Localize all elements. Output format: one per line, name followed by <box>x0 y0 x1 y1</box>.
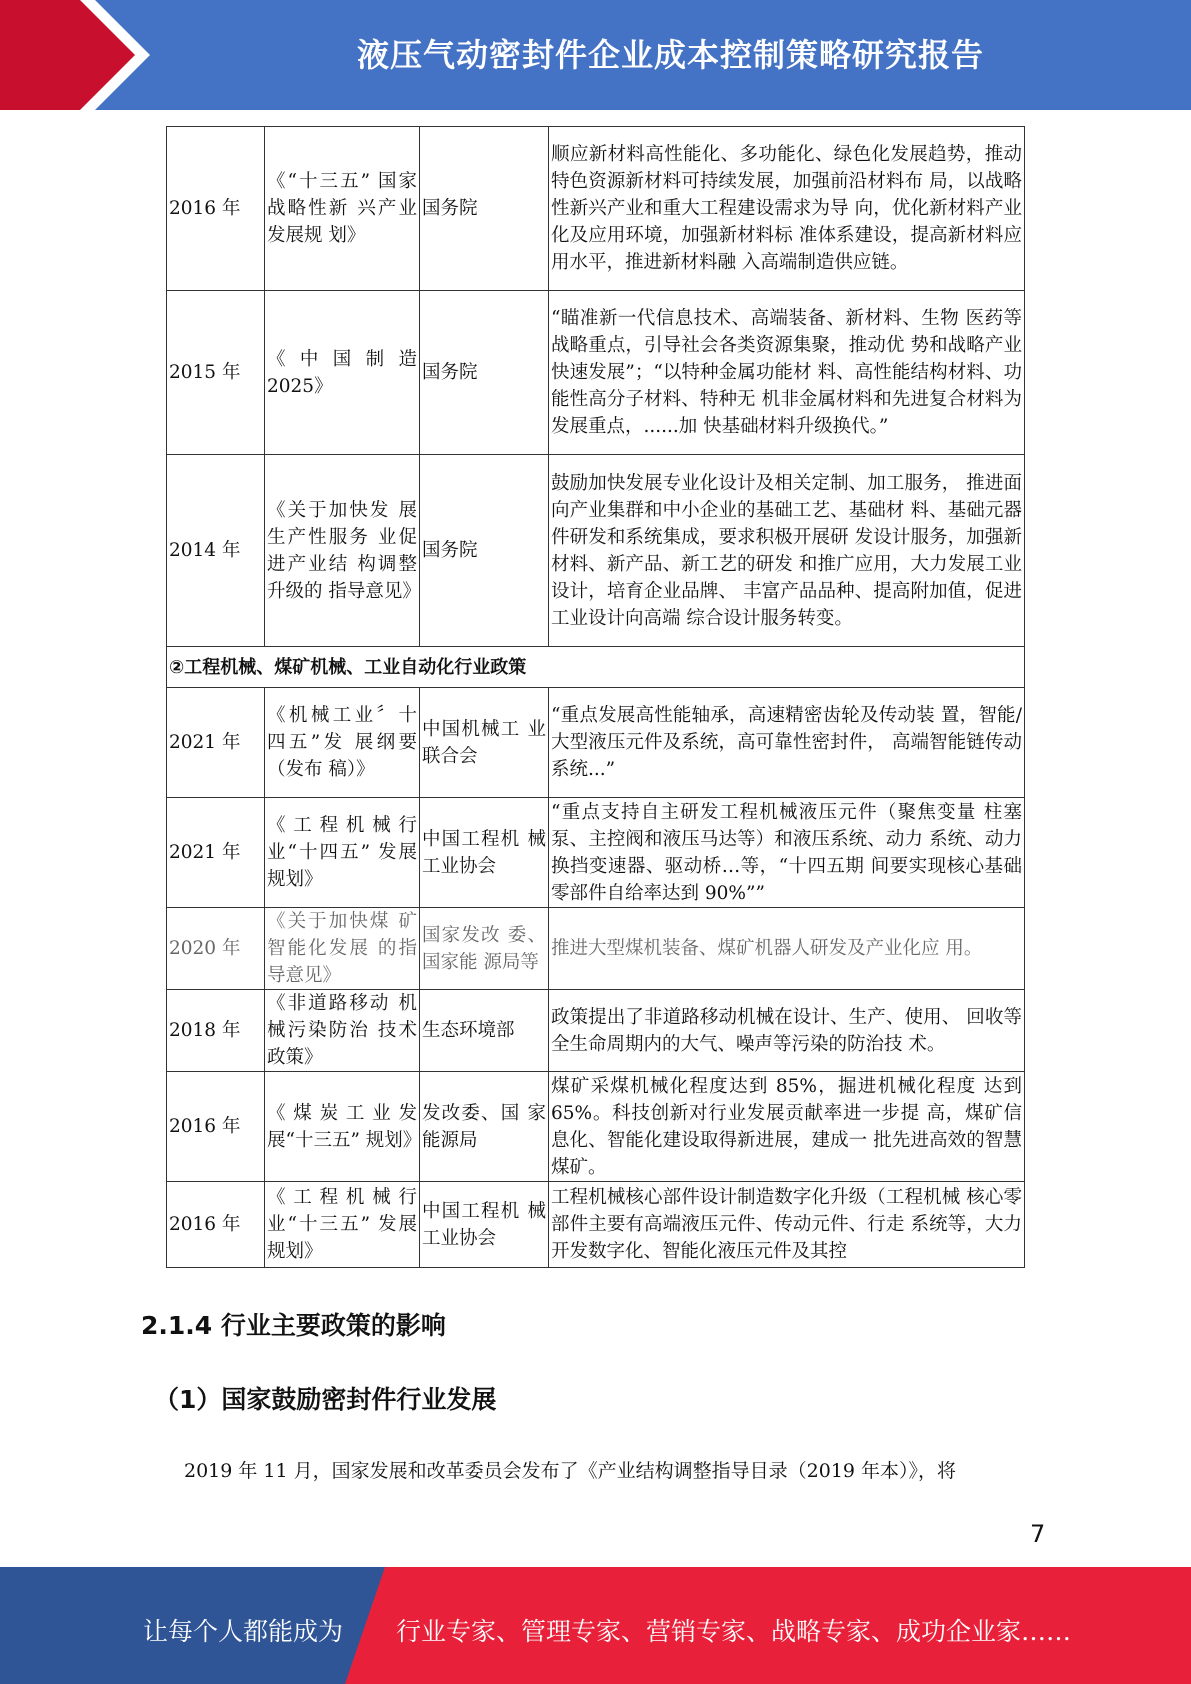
policy-name-cell: 《中国制造 2025》 <box>265 291 420 455</box>
year-cell: 2016 年 <box>167 1182 265 1268</box>
policy-name-cell: 《关于加快发 展生产性服务 业促进产业结 构调整升级的 指导意见》 <box>265 455 420 647</box>
table-row <box>167 1072 1025 1182</box>
issuer-cell: 国务院 <box>420 127 549 291</box>
issuer-cell: 生态环境部 <box>420 990 549 1072</box>
content-cell: 工程机械核心部件设计制造数字化升级（工程机械 核心零部件主要有高端液压元件、传动元件、行走 系统等，大力开发数字化、智能化液压元件及其控 <box>549 1182 1025 1268</box>
content-cell: 鼓励加快发展专业化设计及相关定制、加工服务， 推进面向产业集群和中小企业的基础工艺、基础材 料、基础元器件研发和系统集成，要求积极开展研 发设计服务，加强新材料、新产品、新工艺的研发 和推广应用，大力发展工业设计，培育企业品牌、 丰富产品品种、提高附加值，促进工业设计向高端 综合设计服务转变。 <box>549 455 1025 647</box>
policy-name-cell: 《煤炭工业发 展“十三五” 规划》 <box>265 1072 420 1182</box>
policy-name-cell: 《机械工业〞十 四五”发 展纲要（发布 稿）》 <box>265 688 420 798</box>
year-cell: 2014 年 <box>167 455 265 647</box>
issuer-cell: 中国工程机 械工业协会 <box>420 1182 549 1268</box>
issuer-cell: 国务院 <box>420 455 549 647</box>
issuer-cell: 中国机械工 业联合会 <box>420 688 549 798</box>
content-cell: “瞄准新一代信息技术、高端装备、新材料、生物 医药等战略重点，引导社会各类资源集聚，推动优 势和战略产业快速发展”；“以特种金属功能材 料、高性能结构材料、功能性高分子材料、特种无 机非金属材料和先进复合材料为发展重点，......加 快基础材料升级换代。” <box>549 291 1025 455</box>
policy-name-cell: 《非道路移动 机械污染防治 技术政策》 <box>265 990 420 1072</box>
table-row <box>167 1182 1025 1268</box>
policy-name-cell: 《关于加快煤 矿智能化发展 的指导意见》 <box>265 908 420 990</box>
policy-name-cell: 《“十三五” 国家战略性新 兴产业发展规 划》 <box>265 127 420 291</box>
page-footer <box>0 1567 1191 1684</box>
year-cell: 2020 年 <box>167 908 265 990</box>
section-heading: 2.1.4 行业主要政策的影响 <box>141 1311 446 1340</box>
table-row <box>167 908 1025 990</box>
content-cell: 顺应新材料高性能化、多功能化、绿色化发展趋势，推动特色资源新材料可持续发展，加强前沿材料布 局，以战略性新兴产业和重大工程建设需求为导 向，优化新材料产业化及应用环境，加强新材料标 准体系建设，提高新材料应用水平，推进新材料融 入高端制造供应链。 <box>549 127 1025 291</box>
policy-name-cell: 《工程机械行 业“十四五” 发展规划》 <box>265 798 420 908</box>
report-title: 液压气动密封件企业成本控制策略研究报告 <box>356 36 984 74</box>
page-number: 7 <box>1030 1520 1046 1548</box>
table-row <box>167 688 1025 798</box>
content-cell: “重点支持自主研发工程机械液压元件（聚焦变量 柱塞泵、主控阀和液压马达等）和液压系统、动力 系统、动力换挡变速器、驱动桥…等，“十四五期 间要实现核心基础零部件自给率达到 90%”” <box>549 798 1025 908</box>
issuer-cell: 国务院 <box>420 291 549 455</box>
content-cell: 政策提出了非道路移动机械在设计、生产、使用、 回收等全生命周期内的大气、噪声等污染的防治技 术。 <box>549 990 1025 1072</box>
subsection-heading: （1）国家鼓励密封件行业发展 <box>154 1385 497 1414</box>
table-row <box>167 291 1025 455</box>
issuer-cell: 中国工程机 械工业协会 <box>420 798 549 908</box>
table-row <box>167 455 1025 647</box>
policy-table <box>166 126 1025 1268</box>
policy-name-cell: 《工程机械行 业“十三五” 发展规划》 <box>265 1182 420 1268</box>
issuer-cell: 发改委、国 家能源局 <box>420 1072 549 1182</box>
year-cell: 2018 年 <box>167 990 265 1072</box>
content-cell: “重点发展高性能轴承，高速精密齿轮及传动装 置，智能/大型液压元件及系统，高可靠性密封件， 高端智能链传动系统...” <box>549 688 1025 798</box>
footer-slogan-right: 行业专家、管理专家、营销专家、战略专家、成功企业家…… <box>396 1617 1072 1646</box>
table-row <box>167 127 1025 291</box>
table-row <box>167 798 1025 908</box>
table-row <box>167 990 1025 1072</box>
content-cell: 推进大型煤机装备、煤矿机器人研发及产业化应 用。 <box>549 908 1025 990</box>
year-cell: 2021 年 <box>167 688 265 798</box>
year-cell: 2016 年 <box>167 127 265 291</box>
content-cell: 煤矿采煤机械化程度达到 85%，掘进机械化程度 达到 65%。科技创新对行业发展贡献率进一步提 高，煤矿信息化、智能化建设取得新进展，建成一 批先进高效的智慧煤矿。 <box>549 1072 1025 1182</box>
body-paragraph: 2019 年 11 月，国家发展和改革委员会发布了《产业结构调整指导目录（2019 年本）》，将 <box>184 1460 957 1482</box>
year-cell: 2021 年 <box>167 798 265 908</box>
year-cell: 2016 年 <box>167 1072 265 1182</box>
section-title: ②工程机械、煤矿机械、工业自动化行业政策 <box>167 647 1025 688</box>
year-cell: 2015 年 <box>167 291 265 455</box>
table-section-row <box>167 647 1025 688</box>
page-header <box>0 0 1191 110</box>
footer-slogan-left: 让每个人都能成为 <box>143 1617 344 1646</box>
issuer-cell: 国家发改 委、国家能 源局等 <box>420 908 549 990</box>
